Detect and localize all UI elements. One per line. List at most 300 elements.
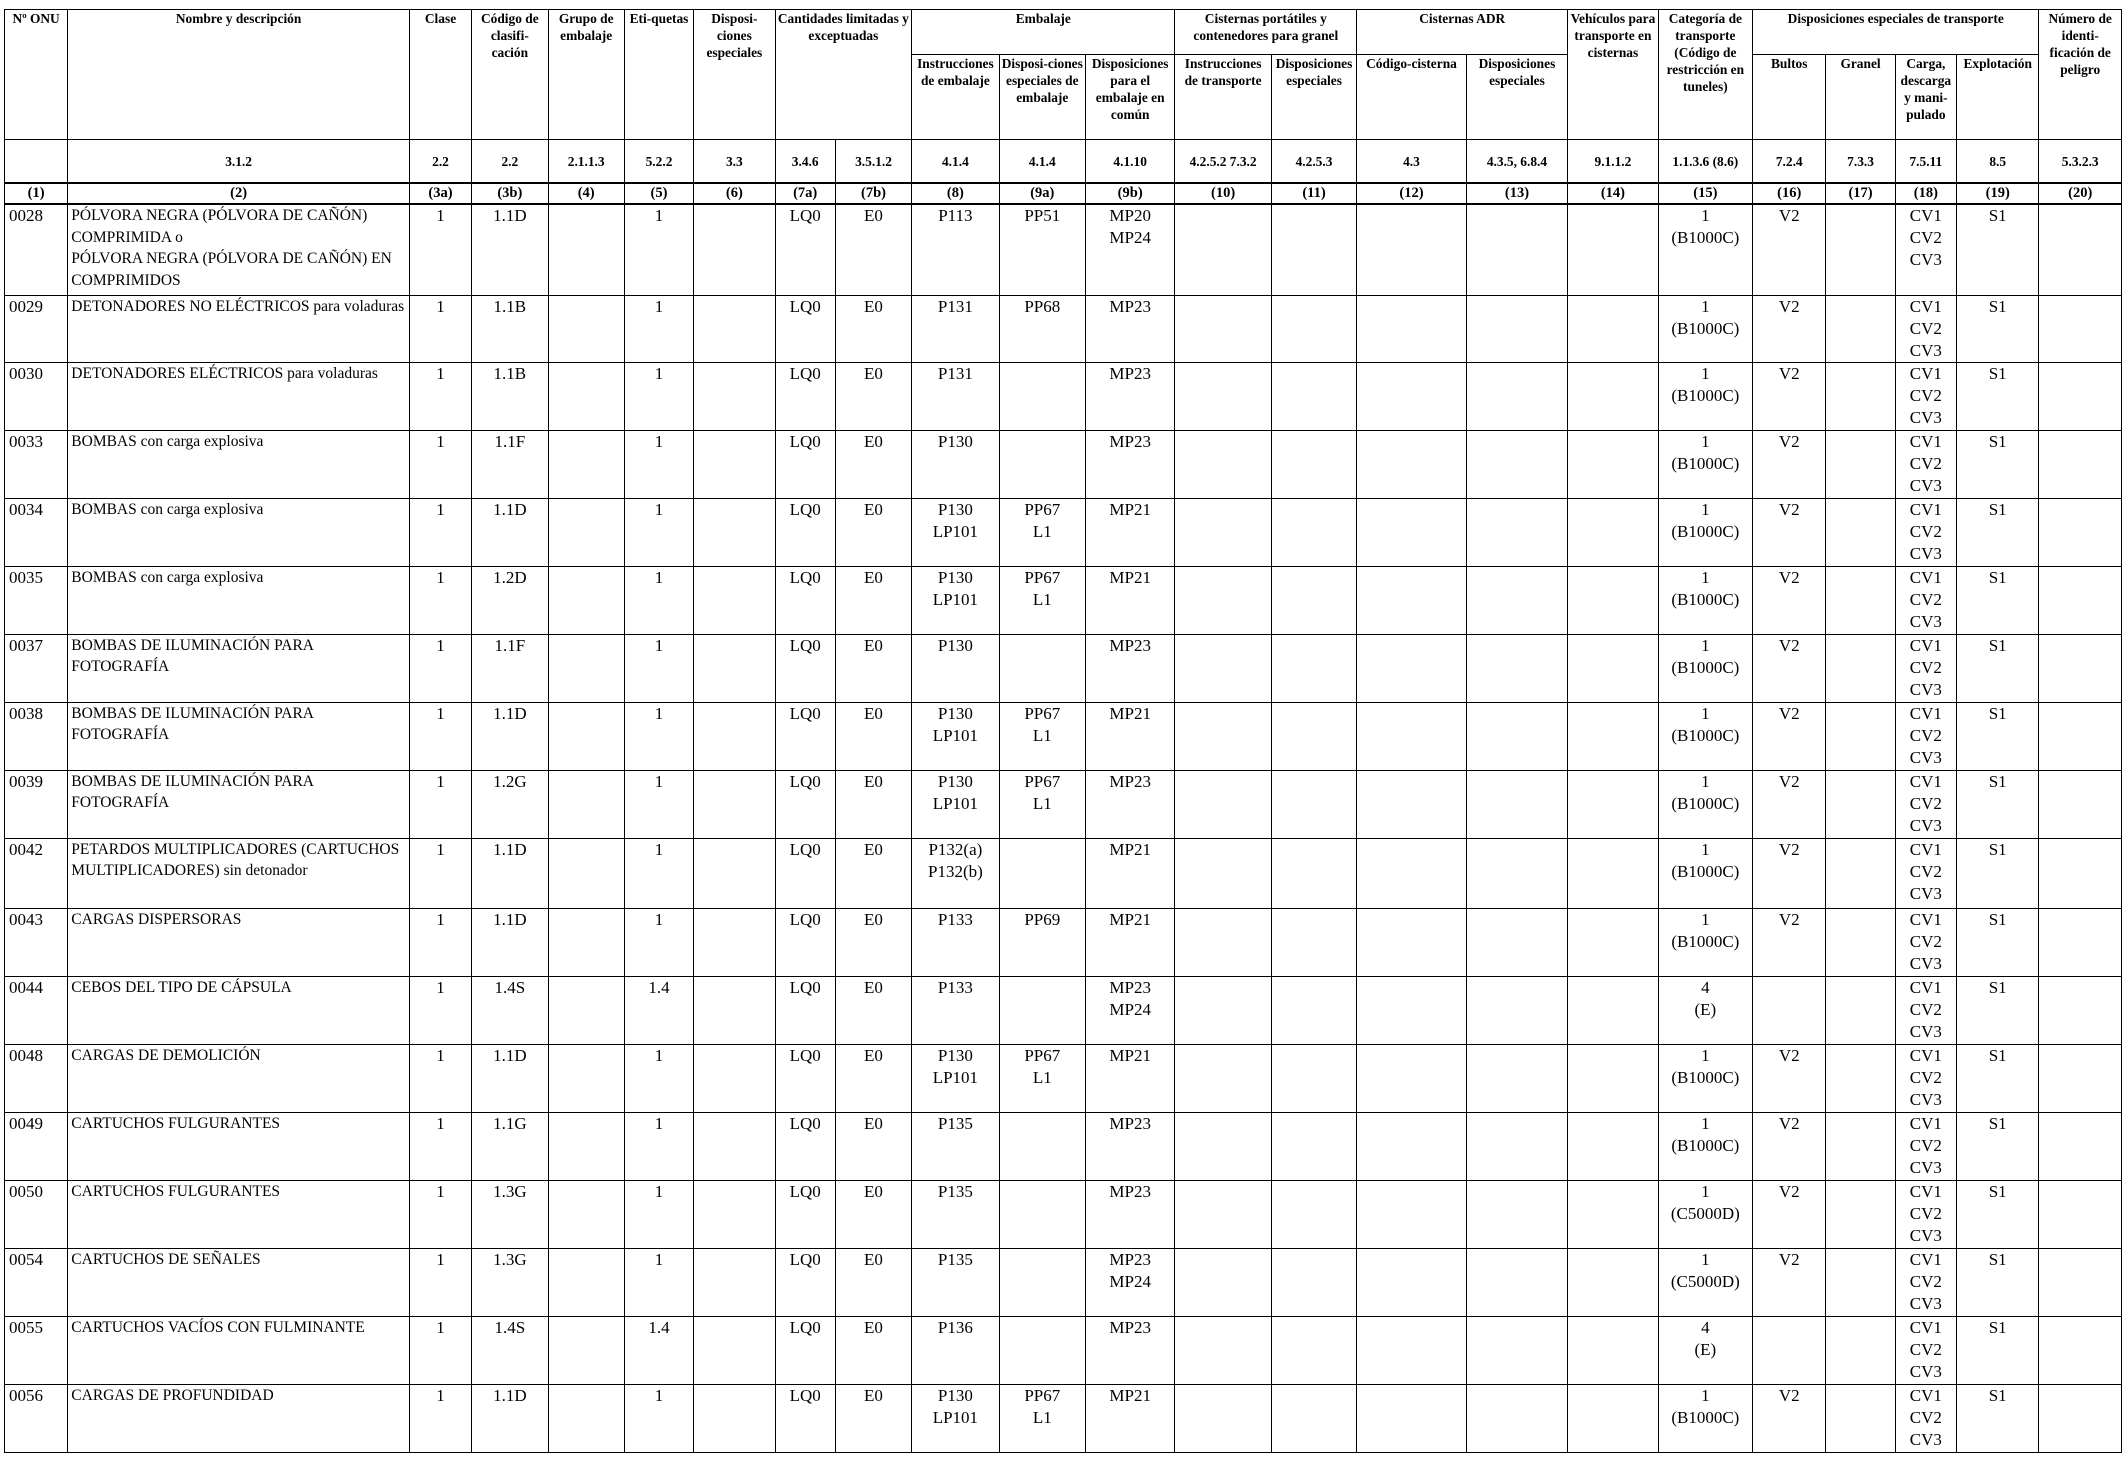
- name-description-cell: [68, 1044, 410, 1112]
- header-vehiculos: Vehículos para transporte en cisternas: [1568, 10, 1658, 140]
- cell-line: 1: [1701, 567, 1710, 587]
- cell-line: MP21: [1109, 1385, 1151, 1405]
- column-number-cell: [5, 183, 68, 204]
- cell-line: CV1: [1909, 1045, 1942, 1065]
- bulk-provision-cell: [1826, 1044, 1895, 1112]
- limited-quantity-cell: LQ0: [775, 634, 835, 702]
- packages-provision-cell: V2: [1753, 295, 1826, 362]
- cell-line: LP101: [932, 1067, 979, 1087]
- bulk-provision-cell: [1826, 566, 1895, 634]
- table-row: [5, 498, 2122, 566]
- packages-provision-cell: V2: [1753, 1112, 1826, 1180]
- loading-provision-cell: [1895, 430, 1956, 498]
- mixed-packing-cell: [1085, 1044, 1174, 1112]
- packing-group-cell: [548, 1248, 624, 1316]
- section-ref-cell: 4.1.4: [912, 140, 999, 184]
- operation-provision-cell: S1: [1956, 1384, 2038, 1452]
- mixed-packing-cell: [1085, 702, 1174, 770]
- header-emb-instrucciones: Instrucciones de embalaje: [912, 55, 999, 140]
- limited-quantity-cell: LQ0: [775, 976, 835, 1044]
- operation-provision-cell: S1: [1956, 362, 2038, 430]
- column-number-label: (7b): [861, 185, 886, 201]
- transport-category-cell: [1658, 566, 1752, 634]
- table-row: [5, 204, 2122, 295]
- tank-code-cell: [1357, 770, 1467, 838]
- class-cell: 1: [409, 1112, 471, 1180]
- cell-line: P130: [937, 431, 973, 451]
- tank-provisions-cell: [1466, 634, 1567, 702]
- packing-group-cell: [548, 770, 624, 838]
- tank-provisions-cell: [1466, 770, 1567, 838]
- mixed-packing-cell: [1085, 362, 1174, 430]
- loading-provision-cell: [1895, 1248, 1956, 1316]
- excepted-quantity-cell: E0: [835, 634, 911, 702]
- labels-cell: 1: [624, 702, 693, 770]
- packing-instructions-cell: [912, 634, 999, 702]
- cell-line: DETONADORES NO ELÉCTRICOS para voladuras: [71, 297, 405, 315]
- cell-line: CV2: [1909, 589, 1942, 609]
- section-ref-cell: 7.2.4: [1753, 140, 1826, 184]
- name-description-cell: [68, 1248, 410, 1316]
- cell-line: P135: [937, 1113, 973, 1133]
- packing-group-cell: [548, 1316, 624, 1384]
- un-number-cell: 0038: [5, 702, 68, 770]
- cell-line: P130: [937, 567, 973, 587]
- classification-code-cell: 1.4S: [472, 1316, 548, 1384]
- packages-provision-cell: V2: [1753, 566, 1826, 634]
- column-number-row: [5, 183, 2122, 204]
- packing-provisions-cell: [999, 1316, 1085, 1384]
- mixed-packing-cell: [1085, 1384, 1174, 1452]
- cell-line: CV1: [1909, 1113, 1942, 1133]
- column-number-label: (9a): [1030, 185, 1055, 201]
- classification-code-cell: 1.1B: [472, 362, 548, 430]
- bulk-provision-cell: [1826, 908, 1895, 976]
- packing-group-cell: [548, 976, 624, 1044]
- cell-line: CARGAS DISPERSORAS: [71, 910, 242, 928]
- class-cell: 1: [409, 204, 471, 295]
- class-cell: 1: [409, 1316, 471, 1384]
- header-etiquetas: Eti-quetas: [624, 10, 693, 140]
- cell-line: MP21: [1109, 1045, 1151, 1065]
- un-number-cell: 0039: [5, 770, 68, 838]
- cell-line: PP67: [1024, 771, 1061, 791]
- packages-provision-cell: [1753, 976, 1826, 1044]
- header-dt-bultos: Bultos: [1753, 55, 1826, 140]
- tank-vehicle-cell: [1568, 702, 1658, 770]
- table-row: [5, 1180, 2122, 1248]
- packing-instructions-cell: [912, 498, 999, 566]
- special-provisions-cell: [694, 498, 775, 566]
- packing-instructions-cell: [912, 1248, 999, 1316]
- tank-vehicle-cell: [1568, 1384, 1658, 1452]
- packages-provision-cell: V2: [1753, 838, 1826, 908]
- limited-quantity-cell: LQ0: [775, 1044, 835, 1112]
- column-number-cell: [472, 183, 548, 204]
- cell-line: CARGAS DE DEMOLICIÓN: [71, 1046, 261, 1064]
- special-provisions-cell: [694, 1112, 775, 1180]
- packing-instructions-cell: [912, 702, 999, 770]
- cell-line: CV3: [1909, 611, 1942, 631]
- cell-line: MP23: [1109, 431, 1151, 451]
- class-cell: 1: [409, 634, 471, 702]
- labels-cell: 1: [624, 362, 693, 430]
- un-number-cell: 0034: [5, 498, 68, 566]
- tank-code-cell: [1357, 498, 1467, 566]
- tank-provisions-cell: [1466, 1044, 1567, 1112]
- hazard-number-cell: [2039, 1112, 2122, 1180]
- cell-line: P135: [937, 1181, 973, 1201]
- cell-line: P132(b): [927, 861, 983, 881]
- labels-cell: 1: [624, 770, 693, 838]
- table-row: [5, 838, 2122, 908]
- cell-line: CV3: [1909, 1021, 1942, 1041]
- excepted-quantity-cell: E0: [835, 295, 911, 362]
- cell-line: CV2: [1909, 1339, 1942, 1359]
- cell-line: CARTUCHOS VACÍOS CON FULMINANTE: [71, 1318, 365, 1336]
- class-cell: 1: [409, 295, 471, 362]
- operation-provision-cell: S1: [1956, 976, 2038, 1044]
- operation-provision-cell: S1: [1956, 498, 2038, 566]
- loading-provision-cell: [1895, 770, 1956, 838]
- column-number-label: (20): [2068, 185, 2093, 201]
- hazard-number-cell: [2039, 295, 2122, 362]
- cell-line: (B1000C): [1671, 725, 1740, 745]
- cell-line: (B1000C): [1671, 589, 1740, 609]
- tank-provisions-cell: [1466, 1180, 1567, 1248]
- section-ref-cell: 5.2.2: [624, 140, 693, 184]
- section-ref-cell: 4.3.5, 6.8.4: [1466, 140, 1567, 184]
- class-cell: 1: [409, 362, 471, 430]
- mixed-packing-cell: [1085, 976, 1174, 1044]
- cell-line: MP24: [1109, 999, 1151, 1019]
- cell-line: CEBOS DEL TIPO DE CÁPSULA: [71, 978, 292, 996]
- tank-vehicle-cell: [1568, 1112, 1658, 1180]
- portable-tank-provisions-cell: [1271, 362, 1356, 430]
- cell-line: CV3: [1909, 679, 1942, 699]
- special-provisions-cell: [694, 976, 775, 1044]
- cell-line: CV1: [1909, 977, 1942, 997]
- cell-line: PP51: [1024, 206, 1061, 225]
- cell-line: CV3: [1909, 1089, 1942, 1109]
- portable-tank-instructions-cell: [1175, 498, 1271, 566]
- portable-tank-provisions-cell: [1271, 976, 1356, 1044]
- portable-tank-provisions-cell: [1271, 1316, 1356, 1384]
- header-un: Nº ONU: [5, 10, 68, 140]
- loading-provision-cell: [1895, 295, 1956, 362]
- operation-provision-cell: S1: [1956, 702, 2038, 770]
- cell-line: CV1: [1909, 296, 1942, 316]
- name-description-cell: [68, 702, 410, 770]
- classification-code-cell: 1.2G: [472, 770, 548, 838]
- portable-tank-instructions-cell: [1175, 295, 1271, 362]
- transport-category-cell: [1658, 430, 1752, 498]
- portable-tank-instructions-cell: [1175, 908, 1271, 976]
- packing-provisions-cell: [999, 362, 1085, 430]
- special-provisions-cell: [694, 1384, 775, 1452]
- column-number-label: (2): [230, 185, 248, 201]
- cell-line: CV2: [1909, 318, 1942, 338]
- table-body: [5, 204, 2122, 1452]
- mixed-packing-cell: [1085, 770, 1174, 838]
- bulk-provision-cell: [1826, 838, 1895, 908]
- class-cell: 1: [409, 566, 471, 634]
- class-cell: 1: [409, 702, 471, 770]
- column-number-label: (11): [1302, 185, 1326, 201]
- excepted-quantity-cell: E0: [835, 1044, 911, 1112]
- tank-vehicle-cell: [1568, 566, 1658, 634]
- labels-cell: 1: [624, 1180, 693, 1248]
- class-cell: 1: [409, 976, 471, 1044]
- limited-quantity-cell: LQ0: [775, 204, 835, 295]
- mixed-packing-cell: [1085, 204, 1174, 295]
- packing-provisions-cell: [999, 1180, 1085, 1248]
- packages-provision-cell: V2: [1753, 498, 1826, 566]
- cell-line: MP21: [1109, 909, 1151, 929]
- column-number-cell: [835, 183, 911, 204]
- portable-tank-provisions-cell: [1271, 430, 1356, 498]
- portable-tank-instructions-cell: [1175, 634, 1271, 702]
- cell-line: CV1: [1909, 431, 1942, 451]
- name-description-cell: [68, 295, 410, 362]
- mixed-packing-cell: [1085, 838, 1174, 908]
- cell-line: 1: [1701, 1113, 1710, 1133]
- section-ref-cell: 4.1.10: [1085, 140, 1174, 184]
- classification-code-cell: 1.1D: [472, 498, 548, 566]
- tank-provisions-cell: [1466, 908, 1567, 976]
- name-description-cell: [68, 908, 410, 976]
- labels-cell: 1: [624, 1248, 693, 1316]
- excepted-quantity-cell: E0: [835, 430, 911, 498]
- tank-provisions-cell: [1466, 430, 1567, 498]
- cell-line: (E): [1694, 999, 1717, 1019]
- tank-provisions-cell: [1466, 566, 1567, 634]
- cell-line: LP101: [932, 589, 979, 609]
- tank-provisions-cell: [1466, 204, 1567, 295]
- packages-provision-cell: V2: [1753, 1384, 1826, 1452]
- tank-code-cell: [1357, 1112, 1467, 1180]
- packages-provision-cell: V2: [1753, 634, 1826, 702]
- tank-provisions-cell: [1466, 362, 1567, 430]
- tank-provisions-cell: [1466, 1316, 1567, 1384]
- packing-provisions-cell: [999, 1384, 1085, 1452]
- packing-provisions-cell: [999, 566, 1085, 634]
- section-ref-cell: 8.5: [1956, 140, 2038, 184]
- class-cell: 1: [409, 498, 471, 566]
- packing-provisions-cell: [999, 634, 1085, 702]
- labels-cell: 1.4: [624, 976, 693, 1044]
- packing-group-cell: [548, 1180, 624, 1248]
- tank-code-cell: [1357, 566, 1467, 634]
- packing-provisions-cell: [999, 838, 1085, 908]
- labels-cell: 1: [624, 1112, 693, 1180]
- packages-provision-cell: V2: [1753, 702, 1826, 770]
- cell-line: CV3: [1909, 953, 1942, 973]
- cell-line: CV2: [1909, 1203, 1942, 1223]
- tank-code-cell: [1357, 1248, 1467, 1316]
- header-dt-granel: Granel: [1826, 55, 1895, 140]
- class-cell: 1: [409, 770, 471, 838]
- cell-line: CV1: [1909, 1249, 1942, 1269]
- name-description-cell: [68, 566, 410, 634]
- cell-line: L1: [1032, 589, 1052, 609]
- cell-line: (B1000C): [1671, 1067, 1740, 1087]
- hazard-number-cell: [2039, 498, 2122, 566]
- cell-line: PP67: [1024, 1385, 1061, 1405]
- tank-provisions-cell: [1466, 1112, 1567, 1180]
- cell-line: P130: [937, 635, 973, 655]
- header-disposiciones: Disposi-ciones especiales: [694, 10, 775, 140]
- cell-line: P135: [937, 1249, 973, 1269]
- column-number-cell: [1658, 183, 1752, 204]
- column-number-label: (3b): [497, 185, 523, 201]
- header-emb-comun: Disposiciones para el embalaje en común: [1085, 55, 1174, 140]
- packing-group-cell: [548, 1384, 624, 1452]
- operation-provision-cell: S1: [1956, 1316, 2038, 1384]
- tank-code-cell: [1357, 1044, 1467, 1112]
- column-number-label: (19): [1985, 185, 2010, 201]
- excepted-quantity-cell: E0: [835, 1384, 911, 1452]
- column-number-label: (1): [27, 185, 45, 201]
- cell-line: MP23: [1109, 363, 1151, 383]
- cell-line: MP24: [1109, 228, 1151, 247]
- portable-tank-provisions-cell: [1271, 1384, 1356, 1452]
- column-number-cell: [1085, 183, 1174, 204]
- hazard-number-cell: [2039, 634, 2122, 702]
- transport-category-cell: [1658, 1316, 1752, 1384]
- excepted-quantity-cell: E0: [835, 1248, 911, 1316]
- packing-provisions-cell: [999, 770, 1085, 838]
- cell-line: MP24: [1109, 1271, 1151, 1291]
- column-number-label: (6): [725, 185, 743, 201]
- cell-line: CV3: [1909, 475, 1942, 495]
- portable-tank-instructions-cell: [1175, 1180, 1271, 1248]
- column-number-cell: [548, 183, 624, 204]
- transport-category-cell: [1658, 976, 1752, 1044]
- limited-quantity-cell: LQ0: [775, 362, 835, 430]
- bulk-provision-cell: [1826, 1180, 1895, 1248]
- tank-vehicle-cell: [1568, 976, 1658, 1044]
- cell-line: MP23: [1109, 977, 1151, 997]
- operation-provision-cell: S1: [1956, 838, 2038, 908]
- cell-line: CV1: [1909, 635, 1942, 655]
- cell-line: LP101: [932, 793, 979, 813]
- packing-instructions-cell: [912, 204, 999, 295]
- packing-provisions-cell: [999, 1248, 1085, 1316]
- operation-provision-cell: S1: [1956, 1044, 2038, 1112]
- class-cell: 1: [409, 1384, 471, 1452]
- cell-line: CV2: [1909, 793, 1942, 813]
- cell-line: CV1: [1909, 499, 1942, 519]
- hazard-number-cell: [2039, 838, 2122, 908]
- tank-code-cell: [1357, 295, 1467, 362]
- cell-line: P133: [937, 909, 973, 929]
- column-number-cell: [624, 183, 693, 204]
- un-number-cell: 0035: [5, 566, 68, 634]
- loading-provision-cell: [1895, 1180, 1956, 1248]
- limited-quantity-cell: LQ0: [775, 702, 835, 770]
- cell-line: MP23: [1109, 1181, 1151, 1201]
- transport-category-cell: [1658, 634, 1752, 702]
- mixed-packing-cell: [1085, 1180, 1174, 1248]
- table-row: [5, 1248, 2122, 1316]
- column-number-cell: [1175, 183, 1271, 204]
- operation-provision-cell: S1: [1956, 634, 2038, 702]
- tank-vehicle-cell: [1568, 430, 1658, 498]
- cell-line: P131: [937, 363, 973, 383]
- bulk-provision-cell: [1826, 362, 1895, 430]
- limited-quantity-cell: LQ0: [775, 498, 835, 566]
- labels-cell: 1: [624, 295, 693, 362]
- header-cantidades: Cantidades limitadas y exceptuadas: [775, 10, 912, 140]
- header-grupo: Grupo de embalaje: [548, 10, 624, 140]
- packing-instructions-cell: [912, 1044, 999, 1112]
- packing-group-cell: [548, 430, 624, 498]
- column-number-label: (10): [1211, 185, 1236, 201]
- table-row: [5, 430, 2122, 498]
- un-number-cell: 0029: [5, 295, 68, 362]
- un-number-cell: 0030: [5, 362, 68, 430]
- cell-line: CV2: [1909, 453, 1942, 473]
- tank-code-cell: [1357, 908, 1467, 976]
- cell-line: CARTUCHOS FULGURANTES: [71, 1114, 281, 1132]
- column-number-label: (15): [1693, 185, 1718, 201]
- header-embalaje: Embalaje: [912, 10, 1175, 55]
- tank-code-cell: [1357, 430, 1467, 498]
- cell-line: 1: [1701, 1249, 1710, 1269]
- column-number-label: (16): [1777, 185, 1802, 201]
- un-number-cell: 0050: [5, 1180, 68, 1248]
- transport-category-cell: [1658, 1112, 1752, 1180]
- portable-tank-instructions-cell: [1175, 1248, 1271, 1316]
- loading-provision-cell: [1895, 976, 1956, 1044]
- loading-provision-cell: [1895, 1384, 1956, 1452]
- bulk-provision-cell: [1826, 498, 1895, 566]
- packages-provision-cell: V2: [1753, 204, 1826, 295]
- transport-category-cell: [1658, 1180, 1752, 1248]
- cell-line: CV3: [1909, 815, 1942, 835]
- header-num-peligro: Número de identi-ficación de peligro: [2039, 10, 2122, 140]
- cell-line: 1: [1701, 771, 1710, 791]
- special-provisions-cell: [694, 1248, 775, 1316]
- cell-line: CARTUCHOS FULGURANTES: [71, 1182, 281, 1200]
- cell-line: LP101: [932, 1407, 979, 1427]
- bulk-provision-cell: [1826, 770, 1895, 838]
- column-number-label: (3a): [428, 185, 453, 201]
- cell-line: CV3: [1909, 340, 1942, 360]
- cell-line: DETONADORES ELÉCTRICOS para voladuras: [71, 364, 378, 382]
- table-row: [5, 702, 2122, 770]
- table-row: [5, 908, 2122, 976]
- tank-vehicle-cell: [1568, 204, 1658, 295]
- cell-line: 1: [1701, 206, 1710, 225]
- labels-cell: 1: [624, 908, 693, 976]
- cell-line: CV2: [1909, 657, 1942, 677]
- tank-code-cell: [1357, 1180, 1467, 1248]
- cell-line: CV1: [1909, 771, 1942, 791]
- hazard-number-cell: [2039, 1180, 2122, 1248]
- cell-line: CV3: [1909, 543, 1942, 563]
- hazard-number-cell: [2039, 1316, 2122, 1384]
- section-ref-cell: 2.2: [472, 140, 548, 184]
- cell-line: P130: [937, 771, 973, 791]
- header-cisternas-adr: Cisternas ADR: [1357, 10, 1568, 55]
- cell-line: (B1000C): [1671, 1407, 1740, 1427]
- cell-line: MP21: [1109, 703, 1151, 723]
- tank-vehicle-cell: [1568, 908, 1658, 976]
- mixed-packing-cell: [1085, 1316, 1174, 1384]
- cell-line: CV2: [1909, 385, 1942, 405]
